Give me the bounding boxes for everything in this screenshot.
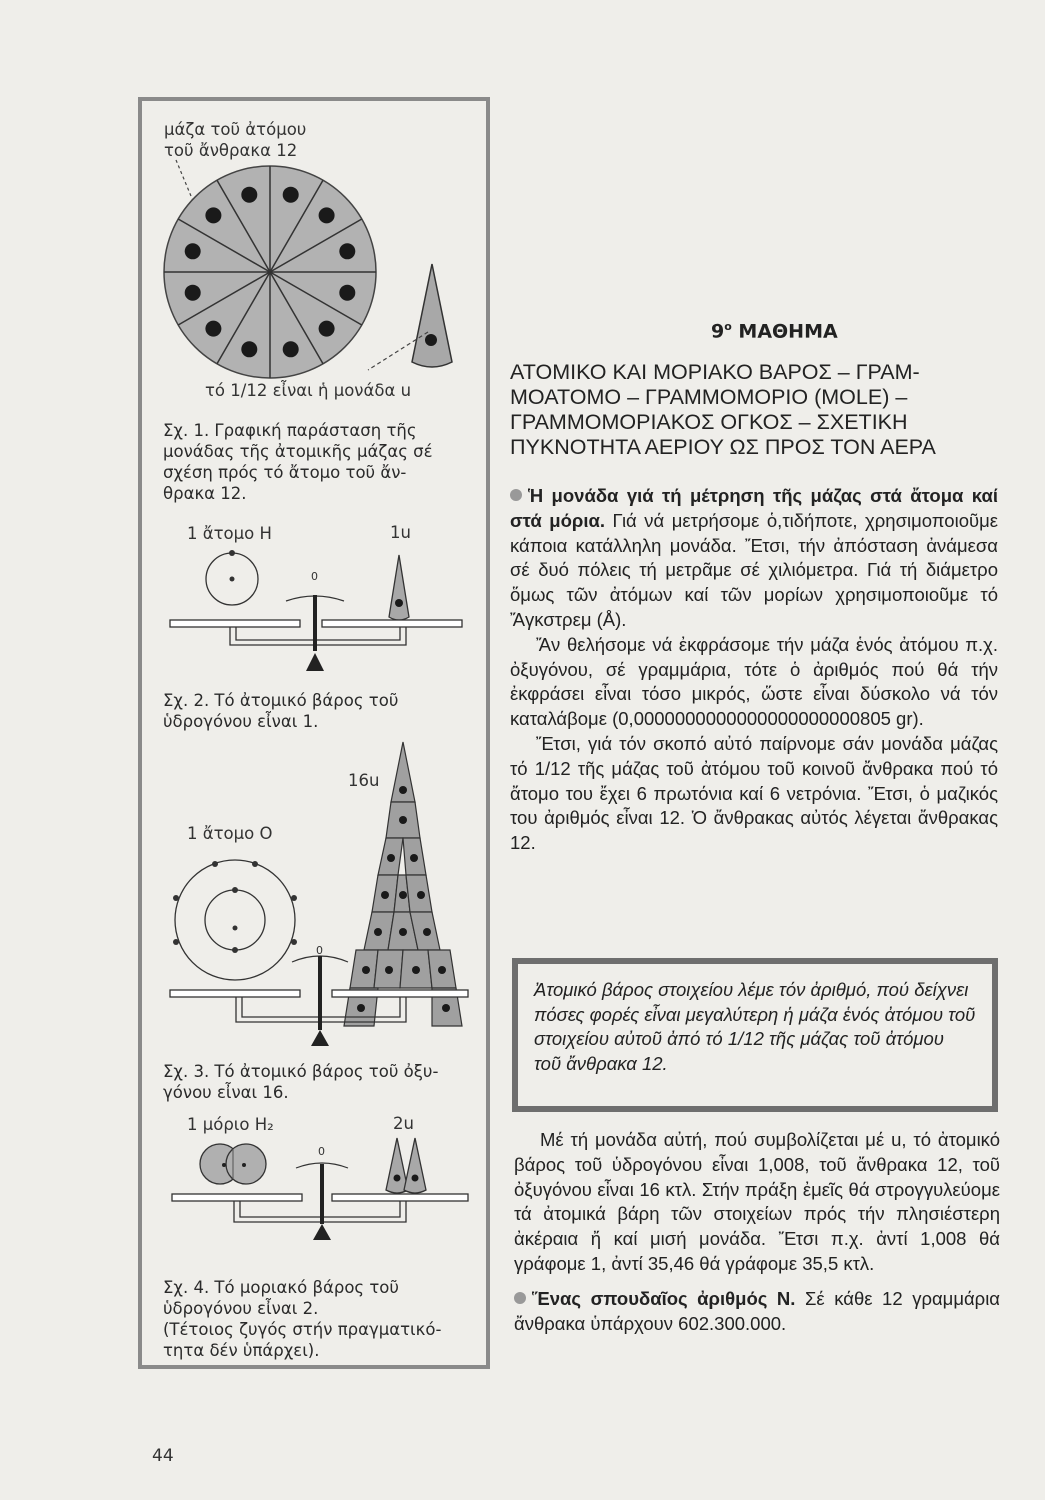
definition-text: Ἀτομικό βάρος στοιχείου λέμε τόν ἀριθμό, πού δείχνει πόσες φορές εἶναι μεγαλύτερη ἡ μάζα ἑνός ἀτόμου τοῦ στοιχείου αὐτοῦ ἀπό τό 1/12 τῆς μάζας τοῦ ἀτόμου τοῦ ἄνθρακα 12. bbox=[534, 979, 976, 1074]
fig3-scale-zero: 0 bbox=[316, 944, 323, 957]
fig1-caption-4: θρακα 12. bbox=[163, 484, 247, 503]
fig1-unit-label: τό 1/12 εἶναι ἡ μονάδα u bbox=[205, 381, 412, 400]
lesson-label: ΜΑΘΗΜΑ bbox=[738, 320, 838, 343]
fig4-caption-1: Σχ. 4. Τό μοριακό βάρος τοῦ bbox=[163, 1278, 399, 1297]
fig2-right-label: 1u bbox=[390, 523, 411, 542]
oxygen-balance-diagram bbox=[160, 740, 480, 1060]
fig3-caption-1: Σχ. 3. Τό ἀτομικό βάρος τοῦ ὀξυ- bbox=[163, 1062, 439, 1081]
fig1-caption-3: σχέση πρός τό ἄτομο τοῦ ἄν- bbox=[163, 463, 407, 482]
fig1-caption-2: μονάδας τῆς ἀτομικῆς μάζας σέ bbox=[163, 442, 433, 461]
fig3-caption-2: γόνου εἶναι 16. bbox=[163, 1083, 289, 1102]
fig3-left-label: 1 ἄτομο Ο bbox=[187, 824, 273, 843]
section-rounding bbox=[514, 1128, 1000, 1336]
lesson-title-line-2: ΜΟΑΤΟΜΟ – ΓΡΑΜΜΟΜΟΡΙΟ (MOLE) – bbox=[510, 385, 908, 409]
section1-heading: Ἡ μονάδα γιά τή μέτρηση τῆς μάζας στά ἄτομα καί στά μόρια. bbox=[510, 485, 998, 531]
lesson-title-line-4: ΠΥΚΝΟΤΗΤΑ ΑΕΡΙΟΥ ΩΣ ΠΡΟΣ ΤΟΝ ΑΕΡΑ bbox=[510, 435, 936, 459]
fig4-caption-3: (Τέτοιος ζυγός στήν πραγματικό- bbox=[163, 1320, 442, 1339]
fig4-right-label: 2u bbox=[393, 1114, 414, 1133]
atomic-weight-definition-box bbox=[512, 958, 998, 1112]
lesson-title bbox=[510, 360, 990, 460]
lesson-number-sup: ο bbox=[724, 320, 732, 333]
fig3-right-label: 16u bbox=[348, 771, 380, 790]
hydrogen-balance-diagram bbox=[160, 545, 480, 675]
section1-text: Γιά νά μετρήσομε ὁ,τιδήποτε, χρησιμοποιοῦμε κάποια κατάλληλη μονάδα. Ἔτσι, τήν ἀπόσταση ἀνάμεσα σέ δυό πόλεις τή μετρᾶμε σέ χιλιόμετρα. Γιά τή διάμετρο ὅμως τῶν ἀτόμων καί τῶν μορίων χρησιμοποιοῦμε τό Ἄγκστρεμ (Å). bbox=[510, 509, 999, 630]
fig1-top-label-2: τοῦ ἄνθρακα 12 bbox=[164, 141, 298, 160]
lesson-title-line-3: ΓΡΑΜΜΟΜΟΡΙΑΚΟΣ ΟΓΚΟΣ – ΣΧΕΤΙΚΗ bbox=[510, 410, 908, 434]
fig2-left-label: 1 ἄτομο Η bbox=[187, 524, 272, 543]
section-unit-of-mass bbox=[510, 484, 998, 856]
fig1-caption-1: Σχ. 1. Γραφική παράσταση τῆς bbox=[163, 421, 417, 440]
bullet-icon bbox=[510, 489, 522, 501]
bullet-icon bbox=[514, 1292, 526, 1304]
fig1-top-label-1: μάζα τοῦ ἀτόμου bbox=[164, 120, 307, 139]
section1-paragraph-2: Ἄν θελήσομε νά ἐκφράσομε τήν μάζα ἑνός ἀτόμου π.χ. ὀξυγόνου, σέ γραμμάρια, τότε ὁ ἀριθμός πού θά τήν ἐκφράσει εἶναι τόσο μικρός, ὥστε εἶναι δύσκολο νά τόν καταλάβομε (0,0000000000000000000000805 gr). bbox=[510, 633, 998, 730]
fig4-left-label: 1 μόριο H₂ bbox=[187, 1115, 274, 1134]
section1-paragraph-3: Ἔτσι, γιά τόν σκοπό αὐτό παίρνομε σάν μονάδα μάζας τό 1/12 τῆς μάζας τοῦ ἀτόμου τοῦ κοινοῦ ἄνθρακα πού τό ἄτομο του ἔχει 6 πρωτόνια καί 6 νετρόνια. Ἔτσι, ὁ μαζικός του ἀριθμός εἶναι 12. Ὁ ἄνθρακας αὐτός λέγεται ἄνθρακας 12. bbox=[510, 732, 998, 854]
fig2-scale-zero: 0 bbox=[311, 570, 318, 583]
section3-heading: Ἕνας σπουδαῖος ἀριθμός N. bbox=[532, 1287, 796, 1309]
section2-text: Μέ τή μονάδα αὐτή, πού συμβολίζεται μέ u, τό ἀτομικό βάρος τοῦ ὑδρογόνου εἶναι 1,008, τοῦ ἄνθρακα 12, τοῦ ὀξυγόνου εἶναι 16 κτλ. Στήν πράξη ἐμεῖς θά στρογγυλεύομε τά ἀτομικά βάρη τῶν στοιχείων πρός τήν πλησιέστερη ἀκέραια ἤ καί μισή μονάδα. Ἔτσι π.χ. ἀντί 1,008 θά γράφομε 1, ἀντί 35,46 θά γράφομε 35,5 κτλ. bbox=[514, 1129, 1000, 1274]
fig2-caption-2: ὑδρογόνου εἶναι 1. bbox=[163, 712, 319, 731]
fig4-scale-zero: 0 bbox=[318, 1145, 325, 1158]
fig2-caption-1: Σχ. 2. Τό ἀτομικό βάρος τοῦ bbox=[163, 691, 399, 710]
lesson-number-value: 9 bbox=[711, 320, 725, 343]
fig4-caption-2: ὑδρογόνου εἶναι 2. bbox=[163, 1299, 319, 1318]
carbon-atom-diagram bbox=[150, 160, 470, 390]
lesson-number bbox=[711, 320, 838, 342]
section3-text: Σέ κάθε 12 γραμμάρια ἄνθρακα ὑπάρχουν 602.300.000. bbox=[514, 1287, 1001, 1334]
lesson-title-line-1: ΑΤΟΜΙΚΟ ΚΑΙ ΜΟΡΙΑΚΟ ΒΑΡΟΣ – ΓΡΑΜ- bbox=[510, 360, 920, 384]
fig4-caption-4: τητα δέν ὑπάρχει). bbox=[163, 1341, 320, 1360]
page-number: 44 bbox=[152, 1446, 174, 1466]
